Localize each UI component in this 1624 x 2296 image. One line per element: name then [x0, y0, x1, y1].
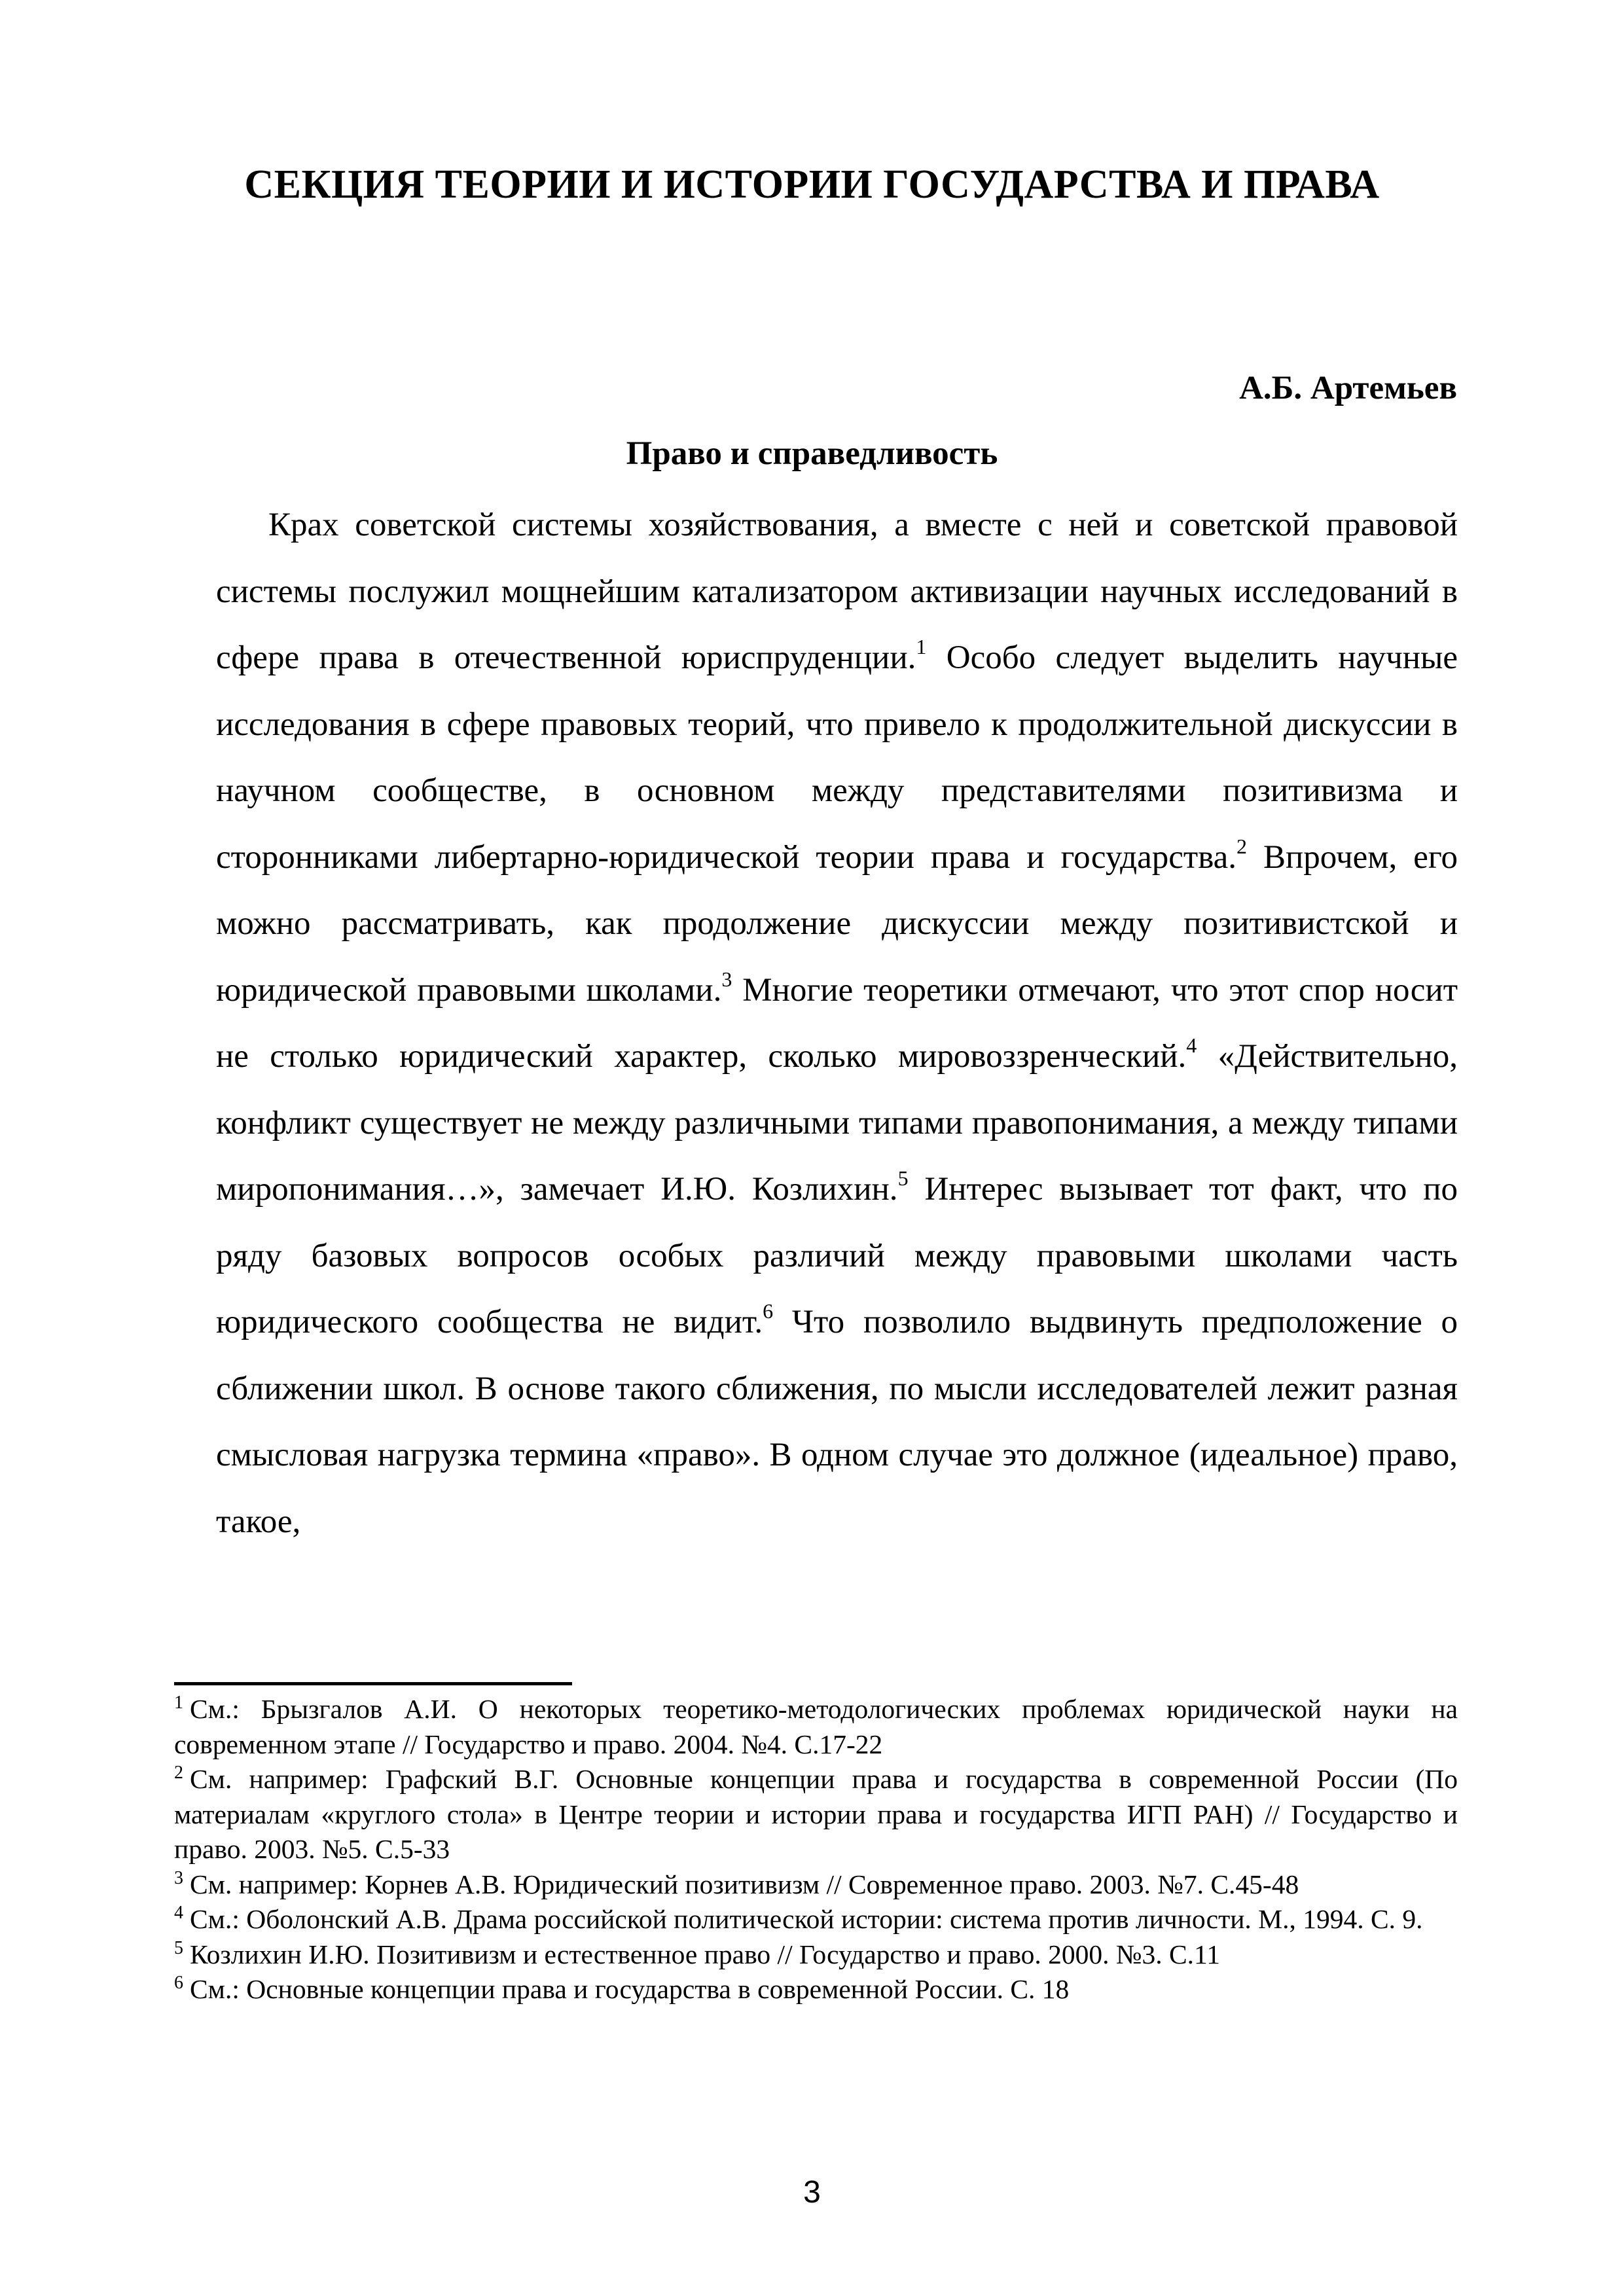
footnote-number: 1: [174, 1693, 183, 1713]
body-sentence-2: Особо следует выделить научные исследования в сфере правовых теорий, что привело к продолжительной дискуссии в научном сообществе, в основном между представителями позитивизма и сторонниками либертарно-юридической теории права и государства.: [216, 639, 1458, 876]
footnote-number: 6: [174, 1973, 183, 1994]
footnote-ref-2: 2: [1236, 834, 1247, 858]
footnote-text: См.: Брызгалов А.И. О некоторых теоретико-методологических проблемах юридической науки на современном этапе // Государство и право. 2004. №4. С.17-22: [174, 1694, 1458, 1759]
body-sentence-4: Многие теоретики отмечают, что этот спор носит не столько юридический характер, сколько мировоззренческий.: [216, 971, 1458, 1075]
footnote-6: [174, 1972, 1458, 2007]
footnote-3: [174, 1867, 1458, 1903]
footnote-ref-3: 3: [721, 967, 732, 991]
footnote-ref-5: 5: [897, 1166, 909, 1190]
footnote-ref-6: 6: [763, 1299, 774, 1323]
footnote-5: [174, 1937, 1458, 1973]
body-sentence-5: «Действительно, конфликт существует не между различными типами правопонимания, а между типами миропонимания…», замечает И.Ю. Козлихин.: [216, 1038, 1458, 1208]
footnote-number: 2: [174, 1763, 183, 1784]
footnote-text: См.: Основные концепции права и государства в современной России. С. 18: [190, 1974, 1070, 2004]
footnote-text: См.: Оболонский А.В. Драма российской политической истории: система против личности. М., 1994. С. 9.: [190, 1904, 1423, 1934]
body-sentence-1: Крах советской системы хозяйствования, а вместе с ней и советской правовой системы послужил мощнейшим катализатором активизации научных исследований в сфере права в отечественной юриспруденции.: [216, 507, 1458, 676]
footnote-number: 4: [174, 1903, 183, 1924]
section-title: СЕКЦИЯ ТЕОРИИ И ИСТОРИИ ГОСУДАРСТВА И ПРАВА: [244, 162, 1380, 207]
body-paragraph: [216, 492, 1458, 1555]
body-sentence-3: Впрочем, его можно рассматривать, как продолжение дискуссии между позитивистской и юридической правовыми школами.: [216, 838, 1458, 1009]
footnote-text: Козлихин И.Ю. Позитивизм и естественное право // Государство и право. 2000. №3. С.11: [190, 1939, 1221, 1969]
footnote-text: См. например: Графский В.Г. Основные концепции права и государства в современной России (По материалам «круглого стола» в Центре теории и истории права и государства ИГП РАН) // Государство и право. 2003. №5. С.5-33: [174, 1764, 1458, 1864]
footnote-ref-1: 1: [916, 635, 927, 658]
footnote-ref-4: 4: [1186, 1033, 1197, 1057]
body-sentence-6: Интерес вызывает тот факт, что по ряду базовых вопросов особых различий между правовыми школами часть юридического сообщества не видит.: [216, 1171, 1458, 1340]
footnote-4: [174, 1902, 1458, 1937]
footnote-1: [174, 1692, 1458, 1762]
footnote-2: [174, 1762, 1458, 1867]
author-name: А.Б. Артемьев: [1239, 370, 1457, 406]
page-number: 3: [803, 2175, 821, 2210]
footnote-text: См. например: Корнев А.В. Юридический позитивизм // Современное право. 2003. №7. С.45-48: [190, 1869, 1299, 1899]
footnotes: [174, 1692, 1458, 2007]
article-title: Право и справедливость: [626, 435, 998, 472]
footnote-number: 3: [174, 1867, 183, 1888]
body-sentence-7: Что позволило выдвинуть предположение о сближении школ. В основе такого сближения, по мысли исследователей лежит разная смысловая нагрузка термина «право». В одном случае это должное (идеальное) право, такое,: [216, 1304, 1458, 1540]
footnote-separator: [174, 1682, 572, 1685]
footnote-number: 5: [174, 1937, 183, 1958]
